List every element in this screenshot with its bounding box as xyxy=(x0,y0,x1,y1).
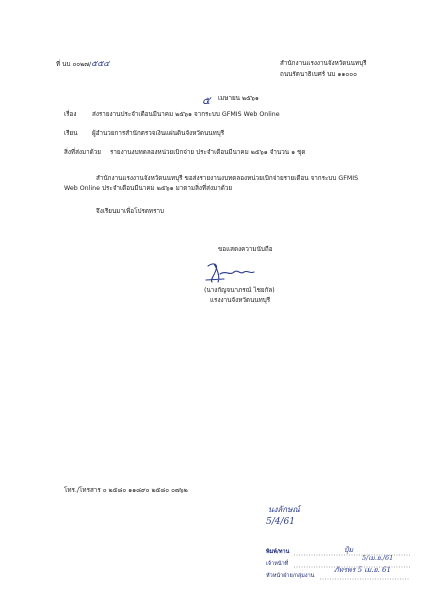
routing-label-head: หัวหน้าฝ่าย/กลุ่มงาน xyxy=(266,573,315,579)
document-number-handwritten: ๕๕๔ xyxy=(91,59,110,68)
enclosure-label: สิ่งที่ส่งมาด้วย xyxy=(64,149,101,156)
subject-label: เรื่อง xyxy=(64,111,77,118)
routing-hand-1: ปุ้ม xyxy=(344,546,354,554)
closing-request: จึงเรียนมาเพื่อโปรดทราบ xyxy=(96,208,164,215)
handwritten-note: นงลักษณ์ xyxy=(268,505,300,514)
signer-position: แรงงานจังหวัดนนทบุรี xyxy=(210,297,271,304)
body-line-1: สำนักงานแรงงานจังหวัดนนทบุรี ขอส่งรายงานงบทดลองหน่วยเบิกจ่ายรายเดือน จากระบบ GFMIS xyxy=(96,175,359,182)
routing-hand-2: 5/เม.ย./61 xyxy=(362,554,394,562)
document-number xyxy=(56,60,109,69)
signer-name: (นางกัญจนาภรณ์ ไชยกัล) xyxy=(204,287,275,294)
routing-label-officer: เจ้าหน้าที่ xyxy=(266,561,289,567)
recipient-text: ผู้อำนวยการสำนักตรวจเงินแผ่นดินจังหวัดนนทบุรี xyxy=(92,130,225,137)
date-month-year: เมษายน ๒๕๖๑ xyxy=(218,95,259,102)
signature-image xyxy=(204,260,264,284)
subject-text: ส่งรายงานประจำเดือนมีนาคม ๒๕๖๑ จากระบบ GFMIS Web Online xyxy=(92,111,280,118)
enclosure-text: รายงานงบทดลองหน่วยเบิกจ่าย ประจำเดือนมีนาคม ๒๕๖๑ จำนวน ๑ ชุด xyxy=(110,149,306,156)
routing-hand-3: ภัทรพร 5 เม.ย. 61 xyxy=(334,566,391,574)
phone-fax: โทร./โทรสาร ๐ ๒๕๘๐ ๑๑๘๙๐ ๒๕๘๐ ๐๗๖๒ xyxy=(64,487,188,494)
date-day-handwritten: ๕ xyxy=(202,94,211,107)
document-number-prefix: ที่ นบ ๐๐๒๗/ xyxy=(56,61,92,68)
sender-organization: สำนักงานแรงงานจังหวัดนนทบุรี xyxy=(280,60,367,67)
body-line-2: Web Online ประจำเดือนมีนาคม ๒๕๖๑ มาตามสิ่งที่ส่งมาด้วย xyxy=(64,185,233,192)
handwritten-note-date: 5/4/61 xyxy=(266,517,295,527)
sender-address: ถนนรัตนาธิเบศร์ นบ ๑๑๐๐๐ xyxy=(280,71,357,78)
recipient-label: เรียน xyxy=(64,130,78,137)
salutation: ขอแสดงความนับถือ xyxy=(218,246,273,253)
routing-label-typist: พิมพ์/ทาน xyxy=(266,549,290,555)
